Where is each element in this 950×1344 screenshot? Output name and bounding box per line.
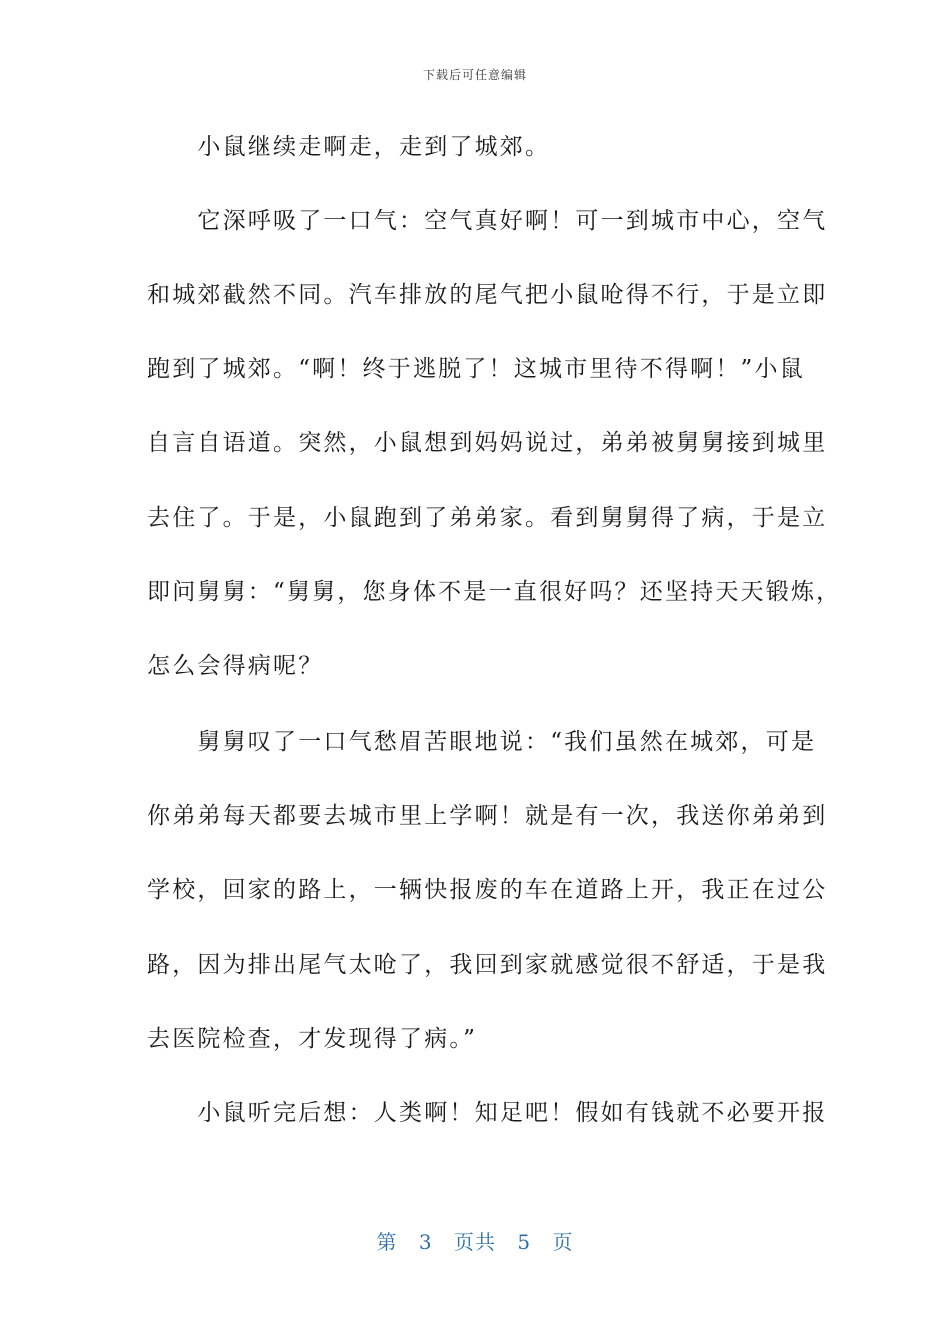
total-pages-number: 5 xyxy=(517,1230,532,1254)
text-line: 跑到了城郊。“啊！终于逃脱了！这城市里待不得啊！”小鼠 xyxy=(147,356,805,382)
text-line: 路，因为排出尾气太呛了，我回到家就感觉很不舒适，于是我 xyxy=(147,952,828,978)
text-line: 怎么会得病呢？ xyxy=(147,653,324,679)
text-line: 去住了。于是，小鼠跑到了弟弟家。看到舅舅得了病，于是立 xyxy=(147,505,828,531)
page-label-prefix: 第 xyxy=(376,1230,398,1254)
current-page-number: 3 xyxy=(418,1230,433,1254)
text-line: 去医院检查，才发现得了病。” xyxy=(147,1026,478,1052)
page-footer xyxy=(0,1226,950,1255)
text-line: 小鼠听完后想：人类啊！知足吧！假如有钱就不必要开报 xyxy=(147,1100,828,1126)
text-line: 自言自语道。突然，小鼠想到妈妈说过，弟弟被舅舅接到城里 xyxy=(147,430,828,456)
page-header: 下载后可任意编辑 xyxy=(422,68,527,82)
text-line: 你弟弟每天都要去城市里上学啊！就是有一次，我送你弟弟到 xyxy=(147,803,828,829)
text-line: 学校，回家的路上，一辆快报废的车在道路上开，我正在过公 xyxy=(147,877,828,903)
page-label-mid: 页共 xyxy=(454,1230,496,1254)
page-label-suffix: 页 xyxy=(552,1230,574,1254)
text-line: 舅舅叹了一口气愁眉苦眼地说：“我们虽然在城郊，可是 xyxy=(147,729,817,755)
text-line: 和城郊截然不同。汽车排放的尾气把小鼠呛得不行，于是立即 xyxy=(147,282,828,308)
text-line: 小鼠继续走啊走，走到了城郊。 xyxy=(147,134,551,160)
text-line: 它深呼吸了一口气：空气真好啊！可一到城市中心，空气 xyxy=(147,208,828,234)
text-line: 即问舅舅：“舅舅，您身体不是一直很好吗？还坚持天天锻炼， xyxy=(147,579,842,605)
